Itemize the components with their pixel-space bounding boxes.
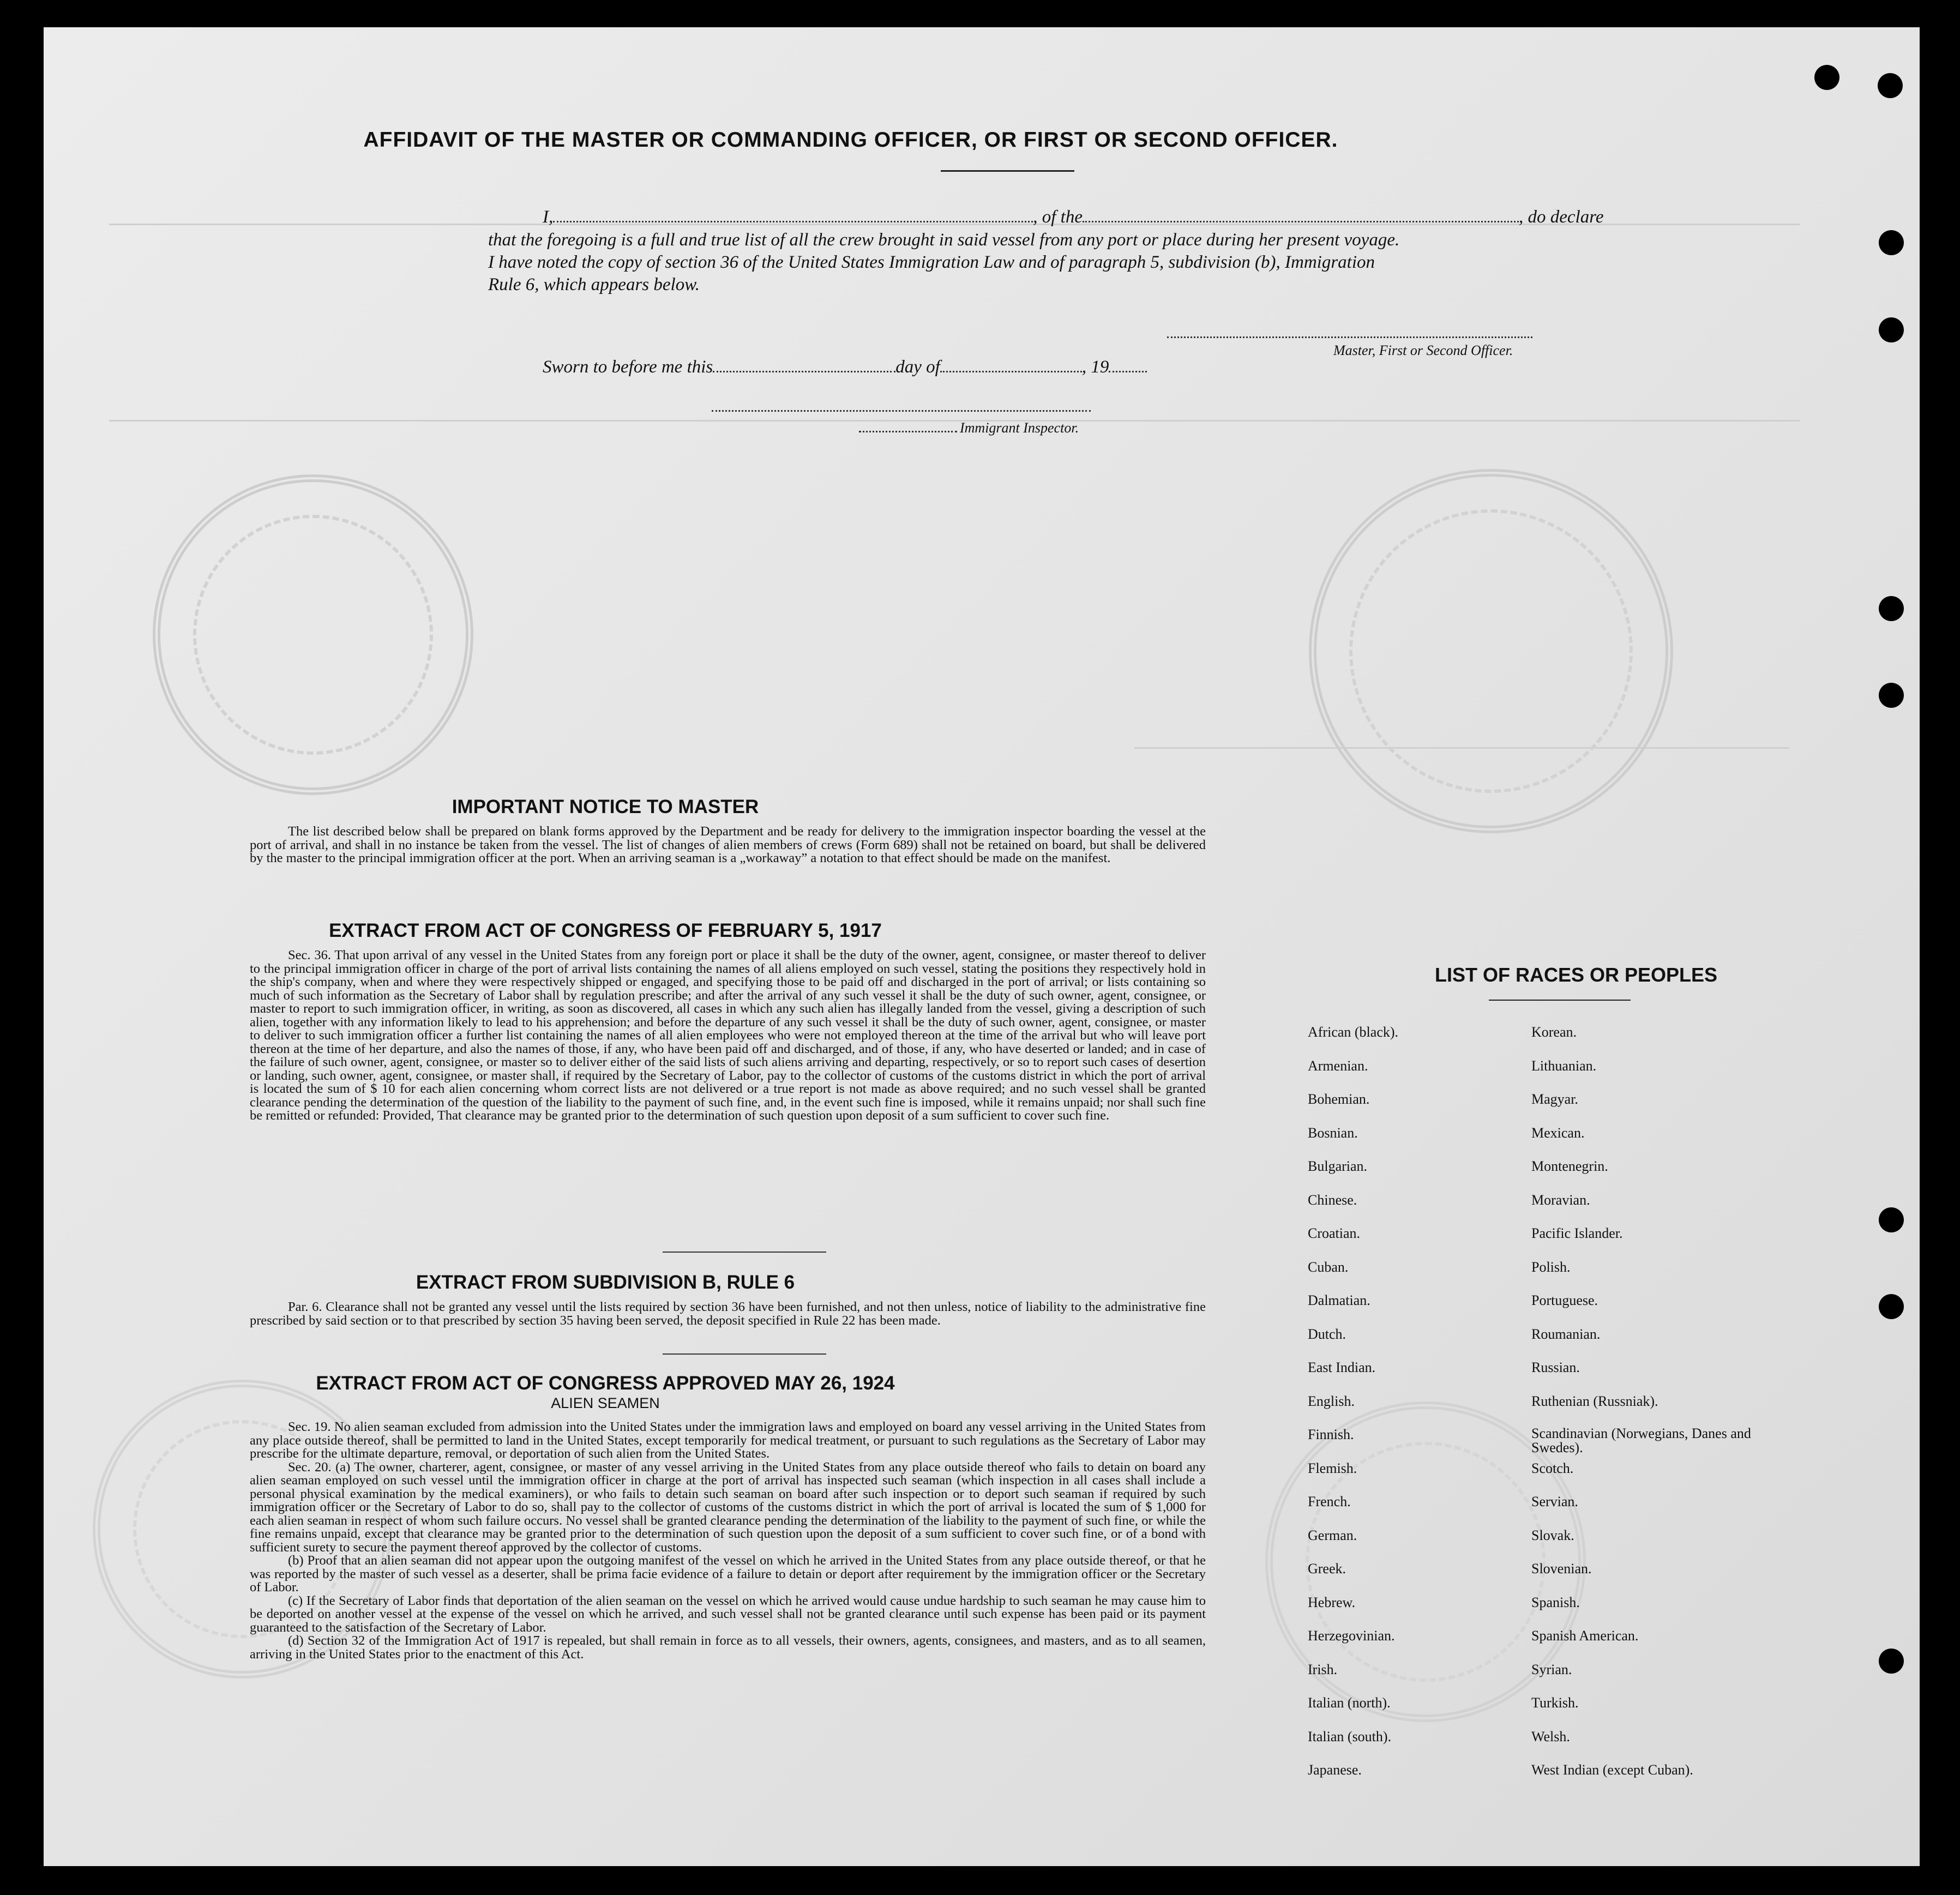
inspector-label: Immigrant Inspector.: [960, 420, 1079, 436]
punch-hole: [1879, 230, 1904, 255]
sworn-line: [543, 357, 1147, 377]
affidavit-line-4: Rule 6, which appears below.: [488, 275, 700, 294]
race-item-left: Dalmatian.: [1308, 1292, 1370, 1308]
name-blank[interactable]: [553, 209, 1033, 222]
punch-hole: [1879, 683, 1904, 708]
sworn-year-label: , 19: [1081, 357, 1109, 377]
race-item-left: Armenian.: [1308, 1057, 1368, 1074]
section-divider: [663, 1353, 826, 1355]
race-item-left: Flemish.: [1308, 1460, 1357, 1476]
race-item-right: Pacific Islander.: [1531, 1225, 1623, 1241]
sworn-year-blank[interactable]: [1109, 359, 1147, 372]
affidavit-i-label: I,: [543, 207, 554, 227]
race-item-left: Bulgarian.: [1308, 1158, 1368, 1174]
extract-1917-title: EXTRACT FROM ACT OF CONGRESS OF FEBRUARY 5, 1917: [329, 920, 882, 941]
sec-20d-paragraph: (d) Section 32 of the Immigration Act of 1917 is repealed, but shall remain in force as to all vessels, their owners, agents, consignees, and masters, and as to all seamen, arriving in the United States prior to the enactment of this Act.: [250, 1633, 1206, 1662]
punch-hole: [1879, 317, 1904, 342]
races-underline: [1489, 1000, 1631, 1001]
extract-1924-text: [250, 1421, 1206, 1661]
race-item-right: Polish.: [1531, 1259, 1571, 1275]
race-item-right: Spanish American.: [1531, 1628, 1639, 1644]
punch-hole: [1879, 1294, 1904, 1319]
race-item-left: Italian (south).: [1308, 1728, 1392, 1744]
race-item-left: Chinese.: [1308, 1192, 1357, 1208]
race-item-left: Cuban.: [1308, 1259, 1349, 1275]
master-signature-blank[interactable]: [1167, 324, 1532, 338]
race-item-left: Croatian.: [1308, 1225, 1361, 1241]
title-underline: [941, 170, 1074, 172]
inspector-prefix-blank[interactable]: [859, 419, 957, 432]
race-item-left: Herzegovinian.: [1308, 1628, 1395, 1644]
race-item-right: Russian.: [1531, 1359, 1580, 1375]
punch-hole: [1878, 73, 1903, 98]
document-page: [44, 27, 1920, 1866]
affidavit-line-1: [543, 207, 1603, 227]
race-item-right: Magyar.: [1531, 1091, 1578, 1107]
race-item-right: Roumanian.: [1531, 1326, 1601, 1342]
race-item-right: Servian.: [1531, 1494, 1578, 1509]
par-6-paragraph: Par. 6. Clearance shall not be granted any vessel until the lists required by section 36 have been furnished, and not then unless, notice of liability to the administrative fine prescribed by said section or to that prescribed by section 35 having been served, the deposit specified in Rule 22 has been made.: [250, 1300, 1206, 1328]
race-item-left: Italian (north).: [1308, 1695, 1391, 1711]
master-signature-label: Master, First or Second Officer.: [1333, 342, 1513, 358]
punch-hole: [1879, 1649, 1904, 1674]
race-item-right: Korean.: [1531, 1024, 1577, 1040]
punch-hole: [1814, 65, 1839, 90]
vessel-blank[interactable]: [1083, 209, 1519, 222]
race-item-left: Bosnian.: [1308, 1124, 1358, 1141]
race-item-right: Welsh.: [1531, 1728, 1570, 1744]
race-item-right: Lithuanian.: [1531, 1057, 1597, 1074]
affidavit-line-3: I have noted the copy of section 36 of the United States Immigration Law and of paragraph 5, subdivision (b), Immigration: [488, 252, 1375, 272]
sworn-before-label: Sworn to before me this: [543, 357, 713, 377]
sec-20c-paragraph: (c) If the Secretary of Labor finds that deportation of the alien seaman on the vessel on which he arrived would cause undue hardship to such seaman he may cause him to be deported on another vessel at the expense of the vessel on which he arrived, and such vessel shall not be granted clearance until such expense has been paid or its payment guaranteed to the satisfaction of the Secretary of Labor.: [250, 1593, 1206, 1635]
race-item-right: Turkish.: [1531, 1695, 1579, 1711]
punch-hole: [1879, 1207, 1904, 1232]
race-item-right: Ruthenian (Russniak).: [1531, 1393, 1658, 1409]
notice-paragraph: The list described below shall be prepared on blank forms approved by the Department and be ready for delivery to the immigration inspector boarding the vessel at the port of arrival, and shall in no instance be taken from the vessel. The list of changes of alien members of crews (Form 689) shall not be retained on board, but shall be delivered by the master to the principal immigration officer at the port. When an arriving seaman is a „workaway” a notation to that effect should be made on the manifest.: [250, 824, 1206, 865]
sec-19-paragraph: Sec. 19. No alien seaman excluded from admission into the United States under the immigration laws and employed on board any vessel arriving in the United States from any place outside thereof, shall be permitted to land in the United States, except temporarily for medical treatment, or pursuant to such regulations as the Secretary of Labor may prescribe for the ultimate departure, removal, or deportation of such alien from the United States.: [250, 1419, 1206, 1461]
race-item-right: Montenegrin.: [1531, 1158, 1608, 1174]
race-item-right: Spanish.: [1531, 1594, 1580, 1610]
extract-rule6-text: [250, 1301, 1206, 1327]
sec-20a-paragraph: Sec. 20. (a) The owner, charterer, agent, consignee, or master of any vessel arriving in the United States from any place outside thereof who fails to detain on board any alien seaman employed on such vessel until the immigration officer in charge at the port of arrival has inspected such seaman (which inspection in all cases shall include a personal physical examination by the medical examiners), or who fails to detain such seaman on board after such inspection or to deport such seaman if required by such immigration officer or the Secretary of Labor to do so, shall pay to the collector of customs of the customs district in which the port of arrival is located the sum of $ 1,000 for each alien seaman in respect of whom such failure occurs. No vessel shall be granted clearance pending the determination of the liability to the payment of such fine, or while the fine remains unpaid, except that clearance may be granted prior to the determination of such question upon the deposit of a sum sufficient to cover such fine, or of a bond with sufficient surety to secure the payment thereof approved by the collector of customs.: [250, 1459, 1206, 1555]
race-item-right: Mexican.: [1531, 1124, 1585, 1141]
inspector-signature-blank[interactable]: [712, 398, 1091, 412]
extract-1917-text: [250, 949, 1206, 1123]
race-item-right: Slovenian.: [1531, 1561, 1592, 1577]
race-item-left: Greek.: [1308, 1561, 1346, 1577]
affidavit-line-2: that the foregoing is a full and true list of all the crew brought in said vessel from any port or place during her present voyage.: [488, 230, 1400, 250]
race-item-right: Slovak.: [1531, 1527, 1574, 1543]
race-item-left: African (black).: [1308, 1024, 1399, 1040]
race-item-left: English.: [1308, 1393, 1355, 1409]
race-item-right: Syrian.: [1531, 1661, 1572, 1677]
embossed-seal: [153, 474, 473, 795]
race-item-left: Dutch.: [1308, 1326, 1346, 1342]
sec-20b-paragraph: (b) Proof that an alien seaman did not appear upon the outgoing manifest of the vessel on which he arrived in the United States from any place outside thereof, or that he was reported by the master of such vessel as a deserter, shall be prima facie evidence of a failure to detain or deport after requirement by the immigration officer or the Secretary of Labor.: [250, 1553, 1206, 1595]
race-item-right: West Indian (except Cuban).: [1531, 1762, 1693, 1778]
race-item-left: Irish.: [1308, 1661, 1338, 1677]
race-item-left: Finnish.: [1308, 1427, 1354, 1442]
affidavit-title: AFFIDAVIT OF THE MASTER OR COMMANDING OFFICER, OR FIRST OR SECOND OFFICER.: [363, 128, 1338, 152]
race-item-left: Japanese.: [1308, 1762, 1362, 1778]
extract-1924-title: EXTRACT FROM ACT OF CONGRESS APPROVED MAY 26, 1924: [316, 1373, 895, 1394]
sworn-day-blank[interactable]: [713, 359, 895, 372]
race-item-left: French.: [1308, 1494, 1351, 1509]
sworn-day-of-label: day of: [895, 357, 940, 377]
race-item-right: Portuguese.: [1531, 1292, 1598, 1308]
race-item-left: East Indian.: [1308, 1359, 1376, 1375]
notice-title: IMPORTANT NOTICE TO MASTER: [452, 796, 759, 817]
extract-1924-subtitle: ALIEN SEAMEN: [551, 1395, 660, 1411]
declare-label: , do declare: [1518, 207, 1604, 227]
punch-hole: [1879, 596, 1904, 621]
race-item-right: Scandinavian (Norwegians, Danes and Swedes).: [1531, 1425, 1751, 1455]
race-item-left: Bohemian.: [1308, 1091, 1370, 1107]
race-item-right: Moravian.: [1531, 1192, 1590, 1208]
embossed-seal: [1309, 469, 1673, 833]
sec-36-paragraph: Sec. 36. That upon arrival of any vessel in the United States from any foreign port or place it shall be the duty of the owner, agent, consignee, or master thereof to deliver to the principal immigration officer in charge of the port of arrival lists containing the names of all aliens employed on such vessel, stating the positions they respectively hold in the ship's company, when and where they were respectively shipped or engaged, and specifying those to be paid off and discharged in the port of arrival; or lists containing so much of such information as the Secretary of Labor shall by regulation prescribe; and after the arrival of any such vessel it shall be the duty of such owner, agent, consignee, or master to report to such immigration officer, in writing, as soon as discovered, all cases in which any such alien has illegally landed from the vessel, giving a description of such alien, together with any information likely to lead to his apprehension; and before the departure of any such vessel it shall be the duty of such owner, agent, consignee, or master to deliver to such immigration officer a further list containing the names of all alien employees who were not employed thereon at the time of the arrival but who will leave port thereon at the time of her departure, and also the names of those, if any, who have been paid off and discharged, and of those, if any, who have deserted or landed; and in case of the failure of such owner, agent, consignee, or master so to deliver either of the said lists of such aliens arriving and departing, respectively, or so to report such cases of desertion or landing, such owner, agent, consignee, or master shall, if required by the Secretary of Labor, pay to the collector of customs of the customs district in which the port of arrival is located the sum of $ 10 for each alien concerning whom correct lists are not delivered or a true report is not made as above required; and no such vessel shall be granted clearance pending the determination of the question of the liability to the payment of such fine, and, in the event such fine is imposed, while it remains unpaid; nor shall such fine be remitted or refunded: Provided, That clearance may be granted prior to the determination of such question upon deposit of a sum sufficient to cover such fine.: [250, 948, 1206, 1123]
extract-rule6-title: EXTRACT FROM SUBDIVISION B, RULE 6: [416, 1272, 795, 1293]
race-item-left: German.: [1308, 1527, 1357, 1543]
of-the-label: , of the: [1033, 207, 1083, 227]
race-item-left: Hebrew.: [1308, 1594, 1356, 1610]
section-divider: [663, 1252, 826, 1253]
races-title: LIST OF RACES OR PEOPLES: [1434, 964, 1718, 986]
race-item-right: Scotch.: [1531, 1460, 1574, 1476]
notice-text: [250, 825, 1206, 865]
sworn-month-blank[interactable]: [940, 359, 1082, 372]
